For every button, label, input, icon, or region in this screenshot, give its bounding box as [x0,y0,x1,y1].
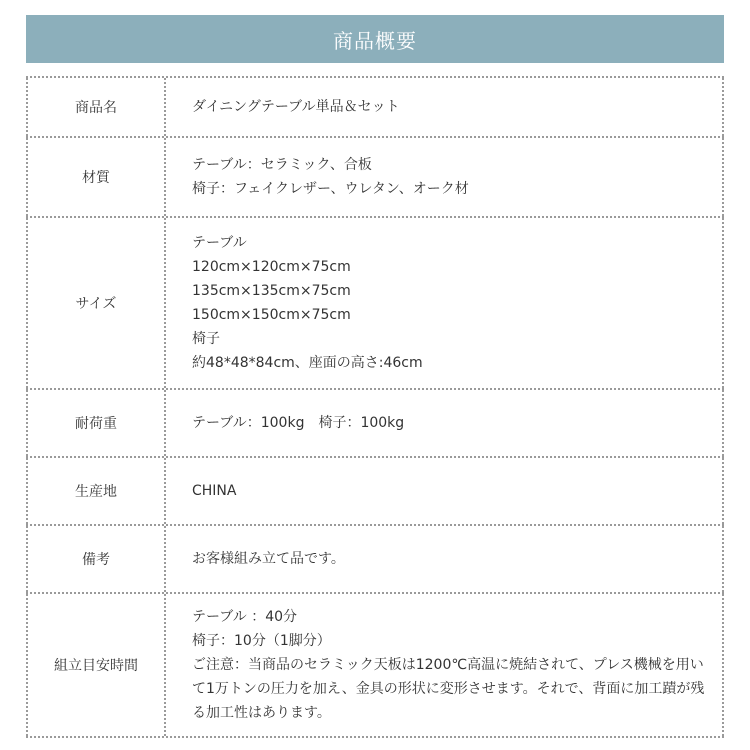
spec-value [166,78,724,136]
spec-value-line: 椅子：10分（1脚分） [192,633,331,649]
spec-value-line: テーブル：100kg 椅子：100kg [192,415,405,431]
spec-label: 耐荷重 [26,390,166,456]
page-title: 商品概要 [333,28,417,53]
spec-value-line: CHINA [192,483,237,499]
spec-value-line: テーブル [192,235,247,251]
spec-label: 材質 [26,138,166,216]
page-header [26,15,724,63]
spec-label: 生産地 [26,458,166,524]
spec-value-line: テーブル ：40分 [192,609,298,625]
spec-value [166,594,724,736]
spec-label: 備考 [26,526,166,592]
spec-value-line: 約48*48*84cm、座面の高さ:46cm [192,355,423,371]
spec-row-remarks [26,526,724,594]
spec-row-load-capacity [26,390,724,458]
spec-value-line: 135cm×135cm×75cm [192,283,351,299]
spec-table [26,76,724,738]
spec-label: 商品名 [26,78,166,136]
spec-value [166,526,724,592]
spec-value [166,138,724,216]
spec-value-line: 椅子：フェイクレザー、ウレタン、オーク材 [192,181,469,197]
spec-value-line: 120cm×120cm×75cm [192,259,351,275]
spec-row-product-name [26,78,724,138]
spec-value-line: 椅子 [192,331,220,347]
spec-value [166,390,724,456]
spec-row-origin [26,458,724,526]
spec-label: サイズ [26,218,166,388]
spec-value-line: 150cm×150cm×75cm [192,307,351,323]
spec-label: 組立目安時間 [26,594,166,736]
spec-value [166,458,724,524]
spec-value [166,218,724,388]
spec-row-material [26,138,724,218]
spec-value-line: ダイニングテーブル単品＆セット [192,99,400,115]
spec-row-size [26,218,724,390]
spec-value-line: テーブル：セラミック、合板 [192,157,372,173]
assembly-note: ご注意：当商品のセラミック天板は1200℃高温に焼結されて、プレス機械を用いて1万トンの圧力を加え、金具の形状に変形させます。それで、背面に加工蹟が残る加工性はあります。 [192,657,705,721]
spec-row-assembly-time [26,594,724,738]
spec-value-line: お客様組み立て品です。 [192,551,345,567]
